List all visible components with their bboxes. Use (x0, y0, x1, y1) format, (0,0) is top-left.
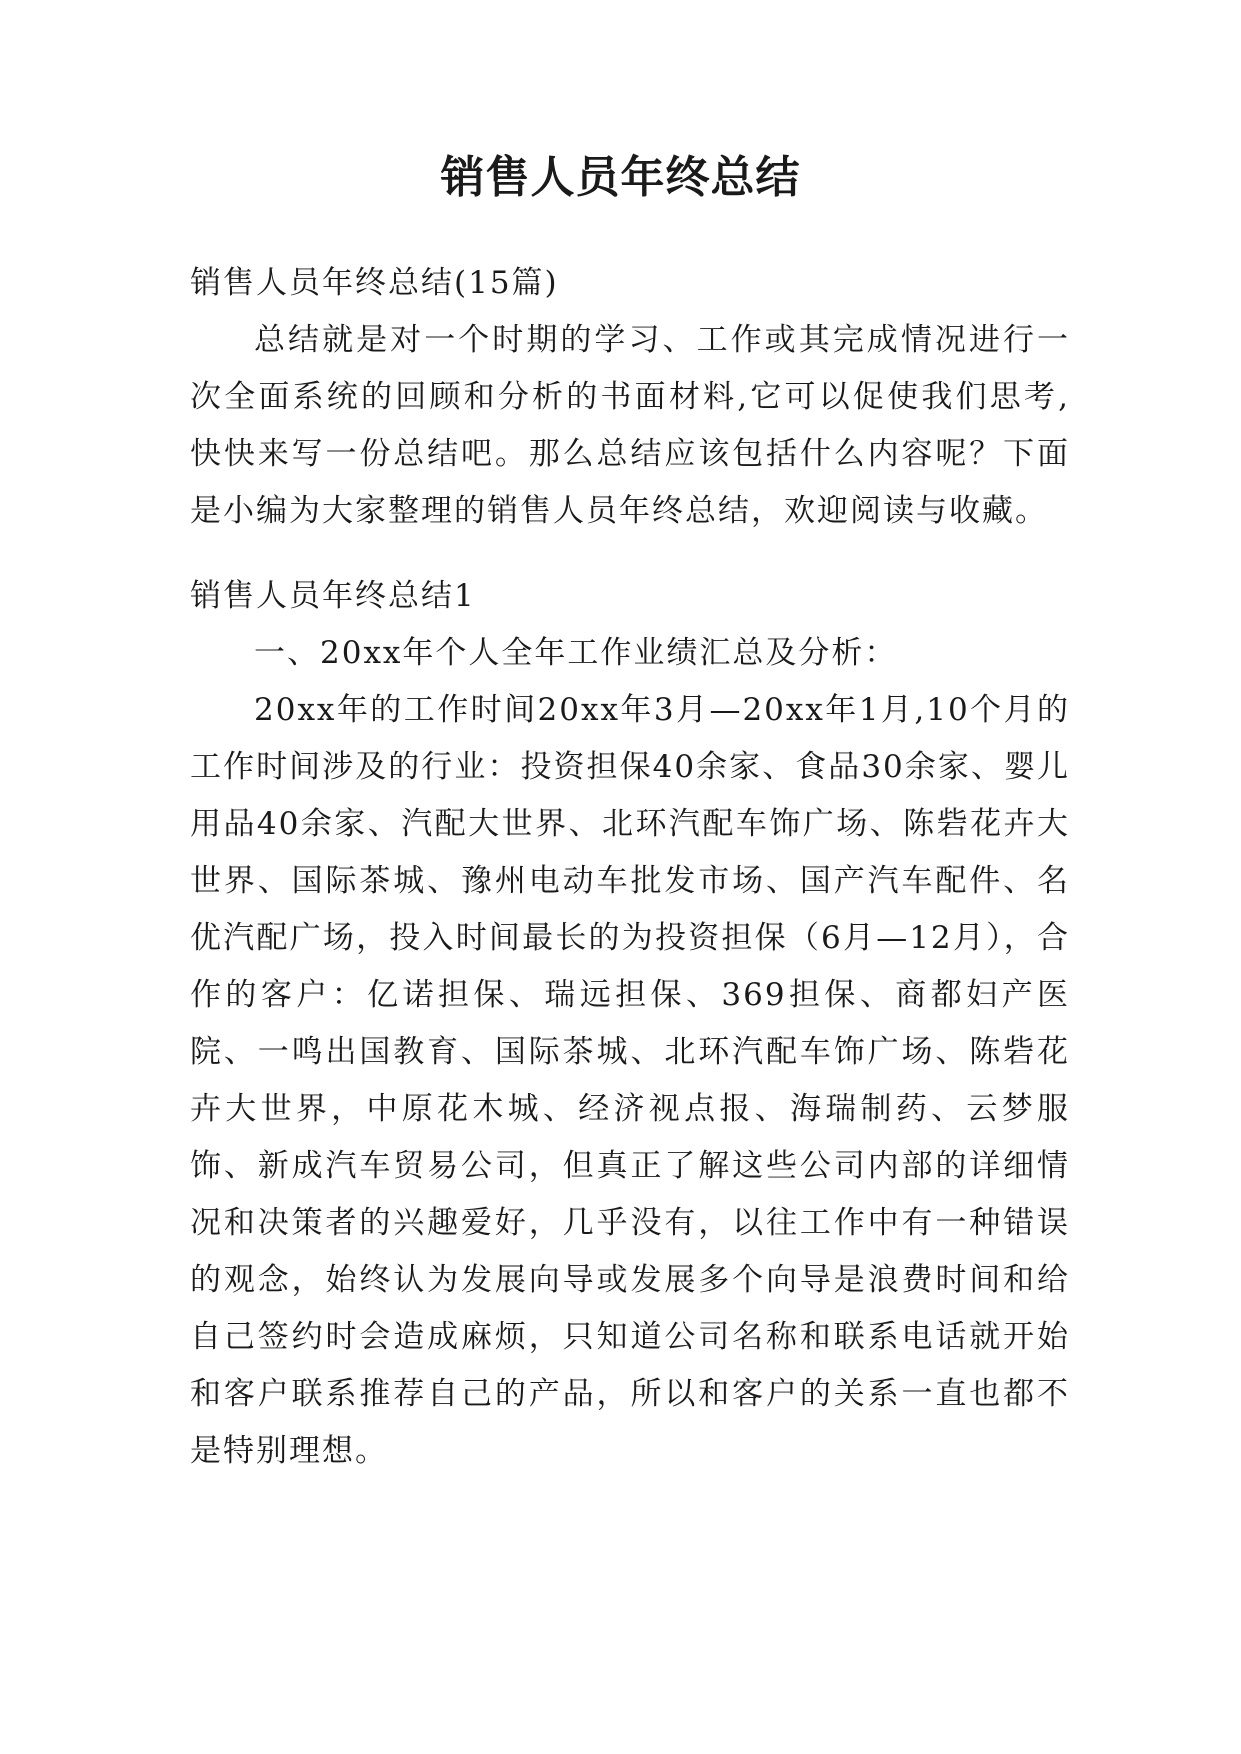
section-paragraph: 20xx年的工作时间20xx年3月—20xx年1月,10个月的工作时间涉及的行业：投资担保40余家、食品30余家、婴儿用品40余家、汽配大世界、北环汽配车饰广场、陈砦花卉大世界、国际茶城、豫州电动车批发市场、国产汽车配件、名优汽配广场，投入时间最长的为投资担保（6月—12月），合作的客户：亿诺担保、瑞远担保、369担保、商都妇产医院、一鸣出国教育、国际茶城、北环汽配车饰广场、陈砦花卉大世界，中原花木城、经济视点报、海瑞制药、云梦服饰、新成汽车贸易公司，但真正了解这些公司内部的详细情况和决策者的兴趣爱好，几乎没有，以往工作中有一种错误的观念，始终认为发展向导或发展多个向导是浪费时间和给自己签约时会造成麻烦，只知道公司名称和联系电话就开始和客户联系推荐自己的产品，所以和客户的关系一直也都不是特别理想。 (190, 692, 1070, 1469)
section-heading: 销售人员年终总结1 (190, 578, 476, 614)
document-subtitle: 销售人员年终总结(15篇) (190, 265, 559, 301)
document-title: 销售人员年终总结 (440, 152, 801, 203)
intro-paragraph: 总结就是对一个时期的学习、工作或其完成情况进行一次全面系统的回顾和分析的书面材料,它可以促使我们思考,快快来写一份总结吧。那么总结应该包括什么内容呢？下面是小编为大家整理的销售人员年终总结，欢迎阅读与收藏。 (190, 322, 1070, 529)
section-point: 一、20xx年个人全年工作业绩汇总及分析： (254, 635, 898, 671)
